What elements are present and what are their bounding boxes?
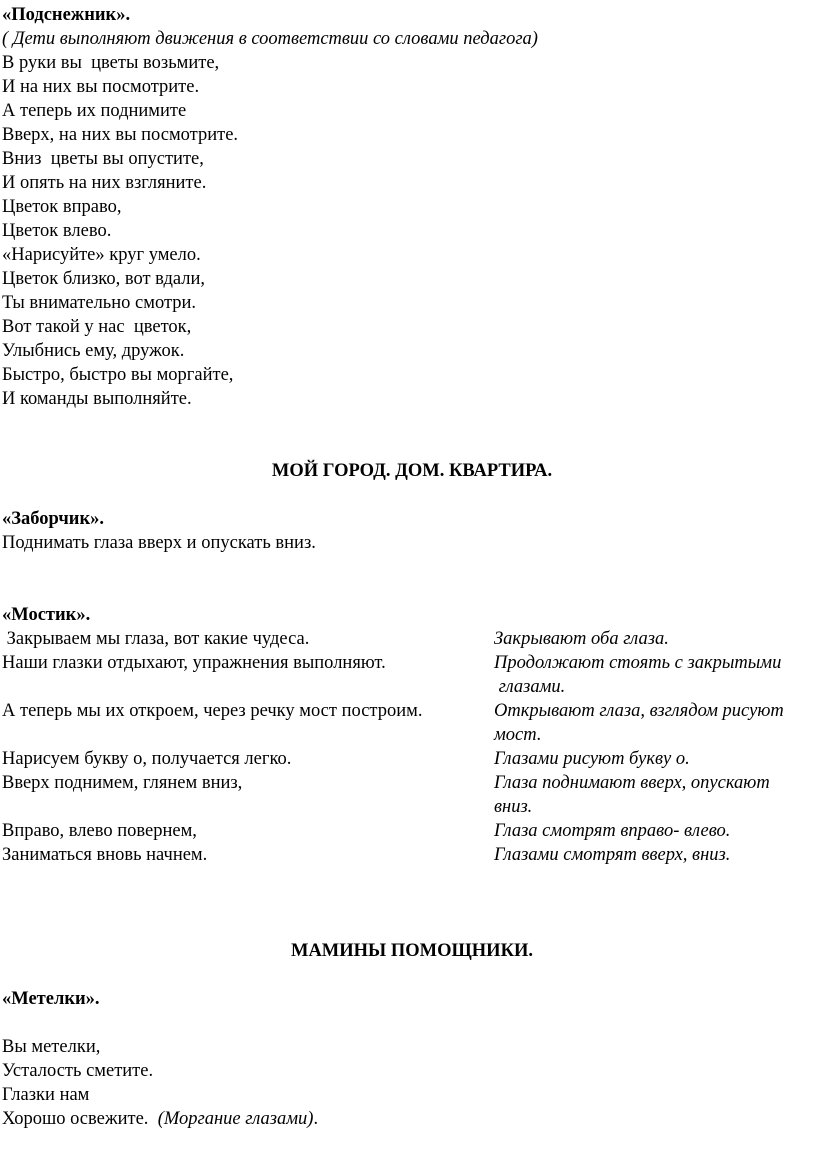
verse-cell: Нарисуем букву о, получается легко.: [2, 749, 292, 769]
verse-cell: Заниматься вновь начнем.: [2, 845, 208, 865]
heading-mamas-helpers: МАМИНЫ ПОМОЩНИКИ.: [290, 941, 533, 961]
poem-line: Быстро, быстро вы моргайте,: [2, 365, 234, 385]
action-cell: Продолжают стоять с закрытыми глазами.: [494, 653, 782, 697]
section-title-metelki: «Метелки».: [2, 989, 100, 1009]
action-note: (Моргание глазами): [157, 1109, 314, 1129]
action-cell: Глаза поднимают вверх, опускают вниз.: [494, 773, 770, 817]
poem-line: Глазки нам: [2, 1085, 90, 1105]
poem-line: И на них вы посмотрите.: [2, 77, 200, 97]
poem-line: Вот такой у нас цветок,: [2, 317, 192, 337]
poem-line: «Нарисуйте» круг умело.: [2, 245, 201, 265]
action-cell: Открывают глаза, взглядом рисуют мост.: [494, 701, 784, 745]
poem-line-last: Хорошо освежите. (Моргание глазами).: [2, 1109, 319, 1129]
poem-line: И команды выполняйте.: [2, 389, 192, 409]
poem-line: Вверх, на них вы посмотрите.: [2, 125, 239, 145]
poem-line: Вы метелки,: [2, 1037, 101, 1057]
poem-metelki: [2, 1035, 814, 1131]
poem-podsnezhnik: [2, 51, 814, 411]
zaborchik-text: Поднимать глаза вверх и опускать вниз.: [2, 533, 316, 553]
mostik-row: [2, 843, 814, 867]
poem-line: Усталость сметите.: [2, 1061, 154, 1081]
section-title-podsnezhnik: «Подснежник».: [2, 5, 131, 25]
poem-line: Цветок вправо,: [2, 197, 122, 217]
mostik-row: [2, 651, 814, 699]
mostik-row: [2, 771, 814, 819]
document-page: [2, 3, 814, 1131]
poem-line: Улыбнись ему, дружок.: [2, 341, 185, 361]
poem-line: Ты внимательно смотри.: [2, 293, 197, 313]
section-title-zaborchik: «Заборчик».: [2, 509, 104, 529]
action-cell: Глазами смотрят вверх, вниз.: [494, 845, 731, 865]
mostik-table: [2, 627, 814, 867]
poem-line: Цветок близко, вот вдали,: [2, 269, 205, 289]
poem-line: Вниз цветы вы опустите,: [2, 149, 204, 169]
heading-my-city: МОЙ ГОРОД. ДОМ. КВАРТИРА.: [271, 461, 553, 481]
poem-line: А теперь их поднимите: [2, 101, 187, 121]
verse-cell: Вверх поднимем, глянем вниз,: [2, 773, 243, 793]
action-cell: Глазами рисуют букву о.: [494, 749, 690, 769]
verse-cell: А теперь мы их откроем, через речку мост построим.: [2, 701, 423, 721]
instruction-text: ( Дети выполняют движения в соответствии со словами педагога): [2, 29, 538, 49]
poem-line: В руки вы цветы возьмите,: [2, 53, 220, 73]
verse-cell: Наши глазки отдыхают, упражнения выполняют.: [2, 653, 386, 673]
section-title-mostik: «Мостик».: [2, 605, 91, 625]
poem-line: И опять на них взгляните.: [2, 173, 207, 193]
mostik-row: [2, 747, 814, 771]
poem-line: Цветок влево.: [2, 221, 112, 241]
action-cell: Глаза смотрят вправо- влево.: [494, 821, 731, 841]
mostik-row: [2, 819, 814, 843]
action-cell: Закрывают оба глаза.: [494, 629, 669, 649]
mostik-row: [2, 699, 814, 747]
verse-cell: Вправо, влево повернем,: [2, 821, 197, 841]
mostik-row: [2, 627, 814, 651]
verse-cell: Закрываем мы глаза, вот какие чудеса.: [2, 629, 310, 649]
